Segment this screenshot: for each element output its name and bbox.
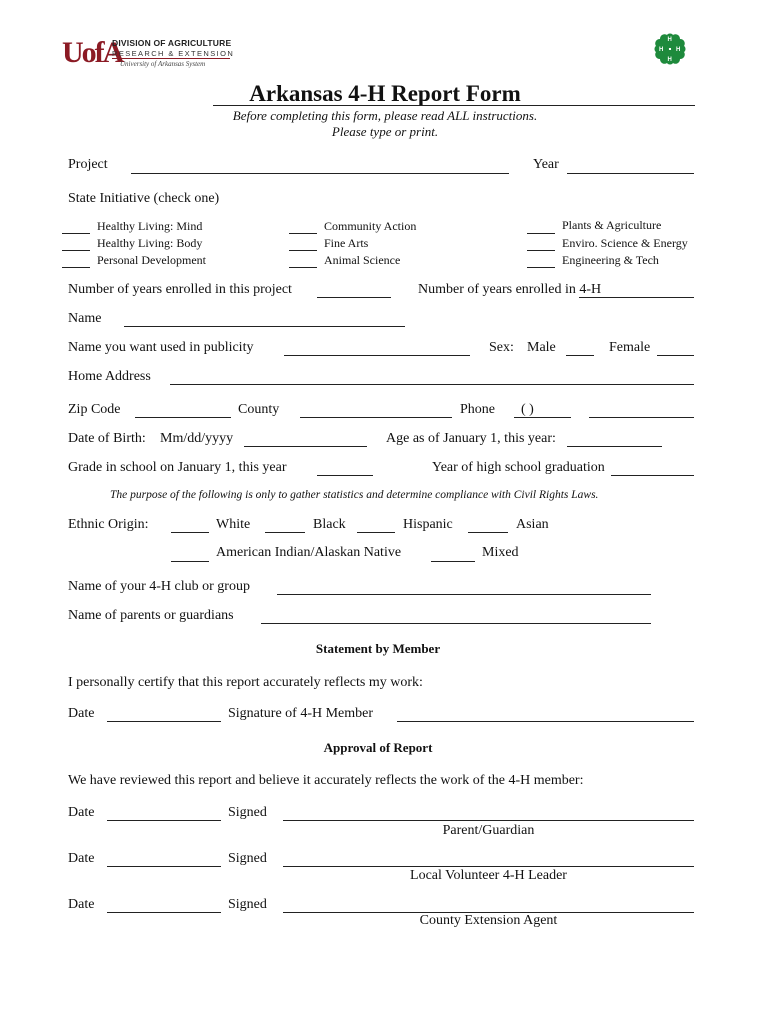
reviewed-text: We have reviewed this report and believe it accurately reflects the work of the 4-H member: (68, 773, 584, 788)
ethnic-mixed-label: Mixed (482, 545, 519, 560)
member-signature-field[interactable] (397, 721, 694, 722)
initiative-engineering-check[interactable] (527, 267, 555, 268)
age-label: Age as of January 1, this year: (386, 431, 556, 446)
initiative-community-label: Community Action (324, 219, 417, 233)
female-label: Female (609, 340, 651, 355)
years-project-field[interactable] (317, 297, 391, 298)
county-label: County (238, 402, 280, 417)
logo-mark: UofA (62, 36, 123, 69)
ethnic-mixed-check[interactable] (431, 561, 475, 562)
initiative-community-check[interactable] (289, 233, 317, 234)
parent-date-label: Date (68, 805, 95, 820)
ethnic-white-label: White (216, 517, 251, 532)
home-address-field[interactable] (170, 384, 694, 385)
member-date-field[interactable] (107, 721, 221, 722)
project-label: Project (68, 157, 108, 172)
club-field[interactable] (277, 594, 651, 595)
dob-field[interactable] (244, 446, 367, 447)
agent-signed-label: Signed (228, 897, 267, 912)
logo-line-2: RESEARCH & EXTENSION (112, 49, 235, 58)
initiative-mind-check[interactable] (62, 233, 90, 234)
instruction-line-2: Please type or print. (331, 124, 439, 139)
leader-date-field[interactable] (107, 866, 221, 867)
initiative-enviro-check[interactable] (527, 250, 555, 251)
home-address-label: Home Address (68, 369, 151, 384)
publicity-name-field[interactable] (284, 355, 470, 356)
phone-area-paren: ( ) (521, 402, 534, 417)
phone-number-field[interactable] (589, 417, 694, 418)
parent-date-field[interactable] (107, 820, 221, 821)
form-title: Arkansas 4-H Report Form (249, 81, 521, 106)
approval-heading: Approval of Report (323, 740, 433, 755)
years-4h-field[interactable] (579, 297, 694, 298)
name-label: Name (68, 311, 102, 326)
civil-rights-note: The purpose of the following is only to gather statistics and determine compliance with Civil Rights Laws. (110, 489, 599, 501)
uofa-logo (62, 36, 235, 72)
ethnic-black-check[interactable] (265, 532, 305, 533)
male-label: Male (527, 340, 556, 355)
zip-label: Zip Code (68, 402, 121, 417)
name-field[interactable] (124, 326, 405, 327)
certify-text: I personally certify that this report accurately reflects my work: (68, 675, 423, 690)
initiative-finearts-check[interactable] (289, 250, 317, 251)
age-field[interactable] (567, 446, 662, 447)
grade-label: Grade in school on January 1, this year (68, 460, 287, 475)
zip-field[interactable] (135, 417, 231, 418)
male-check[interactable] (566, 355, 594, 356)
initiative-engineering-label: Engineering & Tech (562, 253, 659, 267)
initiative-plants-label: Plants & Agriculture (562, 218, 662, 232)
initiative-animal-label: Animal Science (324, 253, 401, 267)
initiative-mind-label: Healthy Living: Mind (97, 219, 203, 233)
statement-heading: Statement by Member (315, 641, 441, 656)
parents-label: Name of parents or guardians (68, 608, 234, 623)
ethnic-origin-label: Ethnic Origin: (68, 517, 149, 532)
ethnic-black-label: Black (313, 517, 346, 532)
svg-text:H: H (659, 47, 664, 53)
svg-text:H: H (667, 57, 672, 63)
grade-field[interactable] (317, 475, 373, 476)
state-initiative-label: State Initiative (check one) (68, 191, 220, 206)
project-field[interactable] (131, 173, 509, 174)
leader-signed-label: Signed (228, 851, 267, 866)
initiative-animal-check[interactable] (289, 267, 317, 268)
agent-date-field[interactable] (107, 912, 221, 913)
year-label: Year (533, 157, 559, 172)
dob-format: Mm/dd/yyyy (160, 431, 234, 446)
initiative-finearts-label: Fine Arts (324, 236, 369, 250)
initiative-plants-check[interactable] (527, 233, 555, 234)
leader-caption: Local Volunteer 4-H Leader (410, 868, 567, 883)
parent-signed-label: Signed (228, 805, 267, 820)
ethnic-hispanic-check[interactable] (357, 532, 395, 533)
ethnic-asian-label: Asian (516, 517, 549, 532)
ethnic-american-indian-check[interactable] (171, 561, 209, 562)
phone-label: Phone (460, 402, 495, 417)
initiative-personal-label: Personal Development (97, 253, 206, 267)
initiative-body-check[interactable] (62, 250, 90, 251)
dob-label: Date of Birth: (68, 431, 146, 446)
parents-field[interactable] (261, 623, 651, 624)
instruction-line-1: Before completing this form, please read ALL instructions. (232, 108, 538, 123)
years-project-label: Number of years enrolled in this project (68, 282, 292, 297)
initiative-personal-check[interactable] (62, 267, 90, 268)
agent-caption: County Extension Agent (419, 913, 558, 928)
county-field[interactable] (300, 417, 452, 418)
leader-date-label: Date (68, 851, 95, 866)
female-check[interactable] (657, 355, 694, 356)
member-signature-label: Signature of 4-H Member (228, 706, 374, 721)
ethnic-hispanic-label: Hispanic (403, 517, 453, 532)
title-rule (213, 105, 695, 106)
initiative-enviro-label: Enviro. Science & Energy (562, 236, 688, 250)
years-4h-label: Number of years enrolled in 4-H (418, 282, 602, 297)
club-label: Name of your 4-H club or group (68, 579, 250, 594)
leader-signature-field[interactable] (283, 866, 694, 867)
logo-line-1: DIVISION OF AGRICULTURE (112, 38, 232, 48)
svg-text:H: H (667, 37, 672, 43)
publicity-name-label: Name you want used in publicity (68, 340, 254, 355)
initiative-body-label: Healthy Living: Body (97, 236, 203, 250)
ethnic-asian-check[interactable] (468, 532, 508, 533)
year-field[interactable] (567, 173, 694, 174)
ethnic-american-indian-label: American Indian/Alaskan Native (216, 545, 402, 560)
hs-grad-field[interactable] (611, 475, 694, 476)
svg-text:H: H (676, 47, 681, 53)
member-date-label: Date (68, 706, 95, 721)
logo-rule (112, 58, 230, 59)
logo-line-3: University of Arkansas System (120, 60, 206, 68)
parent-guardian-caption: Parent/Guardian (442, 823, 535, 838)
clover-icon (651, 30, 689, 68)
hs-grad-label: Year of high school graduation (432, 460, 605, 475)
agent-date-label: Date (68, 897, 95, 912)
ethnic-white-check[interactable] (171, 532, 209, 533)
sex-label: Sex: (489, 340, 514, 355)
parent-signature-field[interactable] (283, 820, 694, 821)
